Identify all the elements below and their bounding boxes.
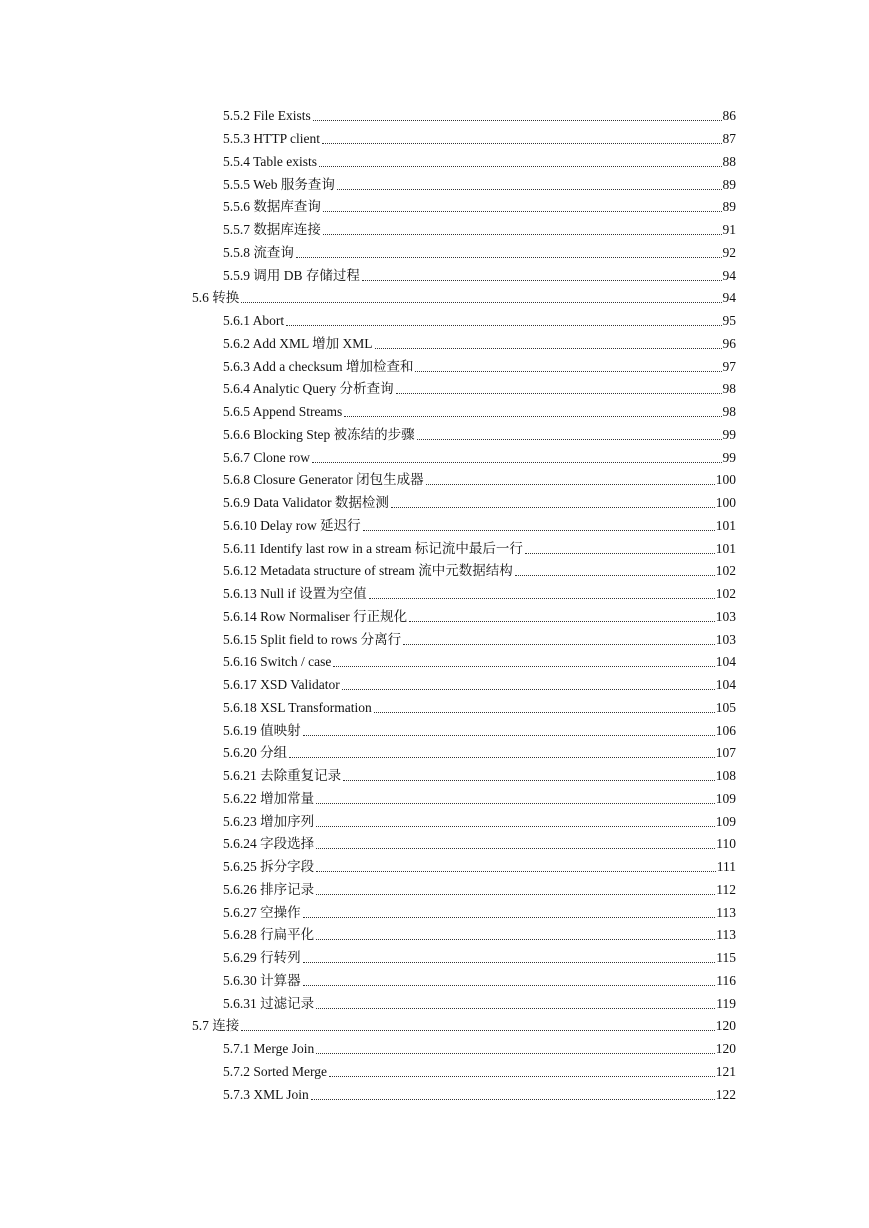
toc-entry-title: 5.6.6 Blocking Step 被冻结的步骤 [223,426,415,442]
toc-page-number: 102 [715,563,736,579]
toc-page-number: 121 [715,1063,736,1079]
toc-page-number: 109 [715,790,736,806]
toc-page-number: 119 [716,995,736,1011]
toc-page-number: 108 [715,768,736,784]
toc-entry-title: 5.5.3 HTTP client [223,131,320,147]
toc-entry-title: 5.6.21 去除重复记录 [223,768,342,784]
toc-dot-leader [374,711,715,713]
toc-page-number: 104 [715,677,736,693]
toc-entry-title: 5.6.25 拆分字段 [223,859,315,875]
toc-dot-leader [316,802,715,804]
toc-page-number: 102 [715,586,736,602]
toc-subsection-entry[interactable] [0,219,736,242]
toc-entry-title: 5.6.30 计算器 [223,972,301,988]
toc-page-number: 122 [715,1086,736,1102]
toc-page-number: 113 [716,904,736,920]
toc-entry-title: 5.5.5 Web 服务查询 [223,176,335,192]
toc-subsection-entry[interactable] [0,628,736,651]
toc-subsection-entry[interactable] [0,173,736,196]
toc-subsection-entry[interactable] [0,833,736,856]
toc-entry-title: 5.7.2 Sorted Merge [223,1063,327,1079]
toc-entry-title: 5.5.9 调用 DB 存储过程 [223,267,360,283]
toc-dot-leader [344,415,721,417]
toc-page-number: 112 [716,881,736,897]
toc-page-number: 96 [722,335,736,351]
toc-section-entry[interactable] [0,1015,736,1038]
toc-page-number: 101 [715,517,736,533]
toc-page-number: 120 [715,1041,736,1057]
toc-page-number: 104 [715,654,736,670]
toc-subsection-entry[interactable] [0,788,736,811]
toc-page-number: 94 [722,267,736,283]
toc-page-number: 107 [715,745,736,761]
toc-page-number: 99 [722,426,736,442]
toc-page-number: 86 [722,108,736,124]
toc-subsection-entry[interactable] [0,697,736,720]
toc-dot-leader [316,1007,715,1009]
toc-subsection-entry[interactable] [0,1061,736,1084]
toc-page-number: 103 [715,608,736,624]
toc-entry-title: 5.6.17 XSD Validator [223,677,340,693]
toc-dot-leader [343,779,715,781]
toc-subsection-entry[interactable] [0,901,736,924]
toc-dot-leader [316,938,715,940]
toc-dot-leader [303,961,716,963]
toc-entry-title: 5.6.4 Analytic Query 分析查询 [223,381,394,397]
toc-subsection-entry[interactable] [0,378,736,401]
toc-page-number: 87 [722,131,736,147]
toc-page-number: 89 [722,199,736,215]
toc-dot-leader [323,233,722,235]
toc-dot-leader [417,438,722,440]
toc-page-number: 110 [716,836,736,852]
toc-dot-leader [241,301,721,303]
toc-entry-title: 5.5.7 数据库连接 [223,222,321,238]
toc-dot-leader [316,1052,715,1054]
toc-entry-title: 5.6.9 Data Validator 数据检测 [223,495,389,511]
toc-dot-leader [286,324,721,326]
toc-subsection-entry[interactable] [0,742,736,765]
toc-subsection-entry[interactable] [0,128,736,151]
toc-entry-title: 5.5.6 数据库查询 [223,199,321,215]
toc-entry-title: 5.6.20 分组 [223,745,288,761]
toc-dot-leader [303,916,716,918]
toc-subsection-entry[interactable] [0,310,736,333]
toc-entry-title: 5.5.8 流查询 [223,244,294,260]
toc-entry-title: 5.5.2 File Exists [223,108,311,124]
toc-dot-leader [362,279,722,281]
toc-entry-title: 5.6.14 Row Normaliser 行正规化 [223,608,408,624]
toc-subsection-entry[interactable] [0,105,736,128]
toc-dot-leader [316,870,716,872]
toc-subsection-entry[interactable] [0,606,736,629]
toc-subsection-entry[interactable] [0,1038,736,1061]
toc-entry-title: 5.6.19 值映射 [223,722,301,738]
toc-subsection-entry[interactable] [0,242,736,265]
toc-entry-title: 5.6.10 Delay row 延迟行 [223,517,361,533]
toc-dot-leader [426,483,715,485]
toc-subsection-entry[interactable] [0,196,736,219]
toc-page-number: 109 [715,813,736,829]
toc-subsection-entry[interactable] [0,674,736,697]
toc-dot-leader [363,529,715,531]
toc-page-number: 106 [715,722,736,738]
toc-dot-leader [313,119,722,121]
toc-subsection-entry[interactable] [0,992,736,1015]
toc-entry-title: 5.6.15 Split field to rows 分离行 [223,631,402,647]
toc-entry-title: 5.6.27 空操作 [223,904,301,920]
toc-page-number: 95 [722,313,736,329]
toc-subsection-entry[interactable] [0,765,736,788]
toc-subsection-entry[interactable] [0,264,736,287]
toc-dot-leader [316,893,715,895]
toc-entry-title: 5.6.5 Append Streams [223,404,343,420]
toc-page-number: 115 [716,950,736,966]
toc-dot-leader [375,347,722,349]
toc-dot-leader [515,574,715,576]
toc-dot-leader [333,665,714,667]
toc-dot-leader [289,756,715,758]
toc-entry-title: 5.6.13 Null if 设置为空值 [223,586,367,602]
toc-subsection-entry[interactable] [0,401,736,424]
table-of-contents [0,105,869,1106]
toc-subsection-entry[interactable] [0,355,736,378]
toc-dot-leader [403,643,715,645]
toc-dot-leader [342,688,715,690]
toc-page-number: 91 [722,222,736,238]
toc-subsection-entry[interactable] [0,810,736,833]
toc-subsection-entry[interactable] [0,537,736,560]
toc-subsection-entry[interactable] [0,560,736,583]
toc-page-number: 101 [715,540,736,556]
toc-dot-leader [525,552,715,554]
toc-subsection-entry[interactable] [0,333,736,356]
toc-dot-leader [396,392,722,394]
toc-entry-title: 5.6.2 Add XML 增加 XML [223,335,373,351]
toc-entry-title: 5.6.22 增加常量 [223,790,315,806]
toc-entry-title: 5.6.1 Abort [223,313,285,329]
toc-entry-title: 5.6.28 行扁平化 [223,927,315,943]
toc-entry-title: 5.6.16 Switch / case [223,654,332,670]
toc-page-number: 113 [716,927,736,943]
toc-page-number: 105 [715,699,736,715]
toc-dot-leader [316,825,715,827]
toc-entry-title: 5.7 连接 [192,1018,240,1034]
toc-dot-leader [329,1075,715,1077]
toc-page-number: 99 [722,449,736,465]
toc-subsection-entry[interactable] [0,446,736,469]
toc-page-number: 120 [715,1018,736,1034]
toc-section-entry[interactable] [0,287,736,310]
toc-subsection-entry[interactable] [0,719,736,742]
toc-page-number: 89 [722,176,736,192]
toc-page-number: 98 [722,381,736,397]
toc-subsection-entry[interactable] [0,424,736,447]
toc-page-number: 100 [715,472,736,488]
toc-entry-title: 5.6.8 Closure Generator 闭包生成器 [223,472,424,488]
toc-subsection-entry[interactable] [0,651,736,674]
toc-page-number: 92 [722,244,736,260]
toc-dot-leader [323,210,722,212]
toc-subsection-entry[interactable] [0,970,736,993]
toc-dot-leader [303,984,716,986]
toc-dot-leader [369,597,715,599]
toc-entry-title: 5.6.3 Add a checksum 增加检查和 [223,358,414,374]
toc-dot-leader [319,165,721,167]
toc-page-number: 116 [716,972,736,988]
toc-subsection-entry[interactable] [0,856,736,879]
toc-entry-title: 5.7.3 XML Join [223,1086,309,1102]
toc-page-number: 103 [715,631,736,647]
toc-page-number: 88 [722,153,736,169]
toc-entry-title: 5.6.26 排序记录 [223,881,315,897]
toc-subsection-entry[interactable] [0,515,736,538]
toc-dot-leader [409,620,715,622]
toc-entry-title: 5.7.1 Merge Join [223,1041,315,1057]
toc-subsection-entry[interactable] [0,469,736,492]
toc-dot-leader [312,461,722,463]
toc-dot-leader [391,506,715,508]
toc-dot-leader [337,188,722,190]
toc-entry-title: 5.6.12 Metadata structure of stream 流中元数据结构 [223,563,513,579]
toc-page-number: 98 [722,404,736,420]
toc-entry-title: 5.6.24 字段选择 [223,836,315,852]
toc-page-number: 111 [716,859,736,875]
toc-dot-leader [316,847,715,849]
toc-page-number: 94 [722,290,736,306]
toc-entry-title: 5.6.7 Clone row [223,449,310,465]
toc-entry-title: 5.5.4 Table exists [223,153,318,169]
toc-dot-leader [322,142,722,144]
toc-dot-leader [311,1098,715,1100]
toc-entry-title: 5.6.31 过滤记录 [223,995,315,1011]
toc-dot-leader [241,1029,715,1031]
toc-subsection-entry[interactable] [0,151,736,174]
toc-subsection-entry[interactable] [0,879,736,902]
toc-subsection-entry[interactable] [0,492,736,515]
toc-subsection-entry[interactable] [0,924,736,947]
toc-page-number: 100 [715,495,736,511]
toc-entry-title: 5.6 转换 [192,290,240,306]
toc-subsection-entry[interactable] [0,1083,736,1106]
toc-dot-leader [415,370,721,372]
toc-entry-title: 5.6.29 行转列 [223,950,301,966]
toc-dot-leader [296,256,722,258]
toc-subsection-entry[interactable] [0,947,736,970]
toc-dot-leader [303,734,715,736]
toc-page-number: 97 [722,358,736,374]
toc-entry-title: 5.6.11 Identify last row in a stream 标记流中最后一行 [223,540,523,556]
toc-entry-title: 5.6.18 XSL Transformation [223,699,372,715]
toc-entry-title: 5.6.23 增加序列 [223,813,315,829]
toc-subsection-entry[interactable] [0,583,736,606]
